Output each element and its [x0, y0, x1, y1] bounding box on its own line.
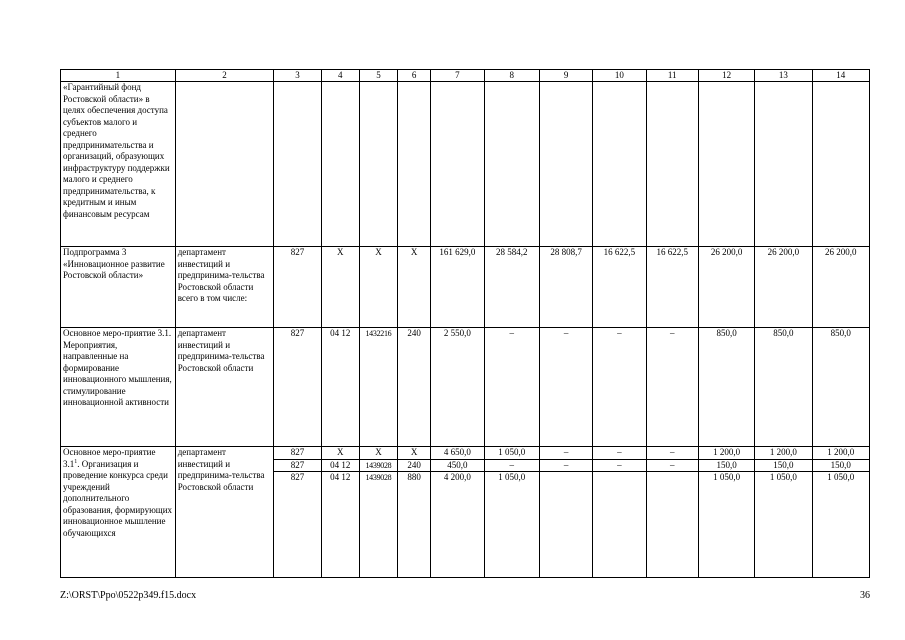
header-cell: 3: [274, 70, 321, 82]
value-cell: 26 200,0: [698, 247, 754, 328]
value-cell: X: [398, 447, 431, 460]
value-cell: X: [359, 247, 397, 328]
value-cell: –: [484, 459, 539, 472]
value-cell: 1432216: [359, 328, 397, 447]
header-cell: 5: [359, 70, 397, 82]
value-cell: 16 622,5: [646, 247, 698, 328]
value-cell: 04 12: [321, 472, 359, 578]
header-cell: 1: [61, 70, 176, 82]
page-number: 36: [860, 590, 870, 601]
value-cell: 1 050,0: [812, 472, 869, 578]
value-cell: –: [593, 459, 646, 472]
value-cell: 1 050,0: [698, 472, 754, 578]
program-name-cell: Подпрограмма 3 «Инновационное развитие Ростовской области»: [61, 247, 176, 328]
value-cell: 1 050,0: [484, 447, 539, 460]
value-cell: [593, 472, 646, 578]
header-cell: 9: [539, 70, 592, 82]
value-cell: –: [539, 459, 592, 472]
value-cell: 04 12: [321, 459, 359, 472]
value-cell: 240: [398, 459, 431, 472]
value-cell: X: [321, 447, 359, 460]
value-cell: 28 808,7: [539, 247, 592, 328]
value-cell: 1 050,0: [755, 472, 812, 578]
value-cell: –: [484, 328, 539, 447]
value-cell: 1 200,0: [812, 447, 869, 460]
value-cell: –: [593, 328, 646, 447]
header-cell: 11: [646, 70, 698, 82]
executor-cell: департамент инвестиций и предпринима-тельства Ростовской области: [175, 328, 274, 447]
header-cell: 4: [321, 70, 359, 82]
table-row: [61, 247, 870, 328]
value-cell: [646, 472, 698, 578]
value-cell: 161 629,0: [431, 247, 484, 328]
value-cell: 4 650,0: [431, 447, 484, 460]
value-cell: 1439028: [359, 459, 397, 472]
value-cell: 1 200,0: [755, 447, 812, 460]
value-cell: –: [539, 328, 592, 447]
value-cell: 28 584,2: [484, 247, 539, 328]
header-cell: 12: [698, 70, 754, 82]
value-cell: 1 050,0: [484, 472, 539, 578]
value-cell: 150,0: [755, 459, 812, 472]
program-name-cell: Основное меро-приятие $3.1^1$. Организация и проведение конкурса среди учреждений дополнительного образования, формирующих инновационное мышление обучающихся: [61, 447, 176, 578]
executor-cell: департамент инвестиций и предпринима-тельства Ростовской области: [175, 447, 274, 578]
value-cell: 04 12: [321, 328, 359, 447]
value-cell: 827: [274, 472, 321, 578]
value-cell: 2 550,0: [431, 328, 484, 447]
value-cell: 827: [274, 447, 321, 460]
program-name-cell: Основное меро-приятие 3.1. Мероприятия, направленные на формирование инновационного мышления, стимулирование инновационной активности: [61, 328, 176, 447]
value-cell: 4 200,0: [431, 472, 484, 578]
value-cell: 240: [398, 328, 431, 447]
value-cell: X: [321, 247, 359, 328]
value-cell: 450,0: [431, 459, 484, 472]
value-cell: 850,0: [755, 328, 812, 447]
value-cell: [539, 472, 592, 578]
value-cell: 880: [398, 472, 431, 578]
value-cell: 26 200,0: [755, 247, 812, 328]
header-cell: 8: [484, 70, 539, 82]
value-cell: –: [646, 447, 698, 460]
header-cell: 7: [431, 70, 484, 82]
program-name-cell: «Гарантийный фонд Ростовской области» в целях обеспечения доступа субъектов малого и среднего предпринимательства и организаций, образующих инфраструктуру поддержки малого и среднего предпринимательства, к кредитным и иным финансовым ресурсам: [61, 82, 176, 247]
value-cell: 1 200,0: [698, 447, 754, 460]
value-cell: –: [646, 459, 698, 472]
header-row: [61, 70, 870, 82]
header-cell: 13: [755, 70, 812, 82]
value-cell: 827: [274, 459, 321, 472]
header-cell: 2: [175, 70, 274, 82]
executor-cell: департамент инвестиций и предпринима-тельства Ростовской области всего в том числе:: [175, 247, 274, 328]
value-cell: 850,0: [698, 328, 754, 447]
header-cell: 14: [812, 70, 869, 82]
budget-table: [60, 69, 870, 578]
value-cell: 1439028: [359, 472, 397, 578]
header-cell: 6: [398, 70, 431, 82]
table-row: [61, 82, 870, 247]
value-cell: X: [359, 447, 397, 460]
value-cell: 827: [274, 328, 321, 447]
value-cell: –: [539, 447, 592, 460]
document-path: Z:\ORST\Ppo\0522p349.f15.docx: [60, 590, 197, 601]
value-cell: –: [593, 447, 646, 460]
value-cell: 850,0: [812, 328, 869, 447]
header-cell: 10: [593, 70, 646, 82]
value-cell: 16 622,5: [593, 247, 646, 328]
value-cell: 827: [274, 247, 321, 328]
table-row: [61, 447, 870, 460]
value-cell: 150,0: [698, 459, 754, 472]
table-row: [61, 328, 870, 447]
value-cell: 150,0: [812, 459, 869, 472]
value-cell: X: [398, 247, 431, 328]
value-cell: –: [646, 328, 698, 447]
value-cell: 26 200,0: [812, 247, 869, 328]
